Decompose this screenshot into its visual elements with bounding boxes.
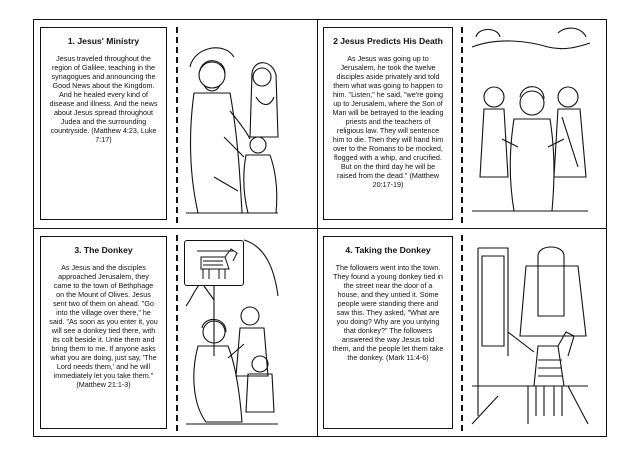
story-text-4: The followers went into the town. They found a young donkey tied in the street near the door of a house, and they untied it. Some people were standing there and saw this. They asked, "What are you doing? Why are you untying that donkey?" The followers answered the way Jesus told them, and the people let them take the donkey. (Mark 11:4-6) xyxy=(332,263,444,362)
story-text-3: As Jesus and the disciples approached Jerusalem, they came to the town of Bethphage on the Mount of Olives. Jesus sent two of them on ahead. "Go into the village over there," he said. "As soon as you enter it, you will see a donkey tied there, with its colt beside it. Untie them and bring them to me. If anyone asks what you are doing, just say, 'The Lord needs them,' and he will immediately let you take them." (Matthew 21:1-3) xyxy=(49,263,158,389)
vertical-cut-line xyxy=(317,20,318,436)
story-card-1 xyxy=(40,27,167,220)
jesus-healing-child-illustration xyxy=(184,27,280,217)
story-card-2 xyxy=(323,27,453,220)
donkey-bubble-icon xyxy=(185,241,243,285)
jesus-with-disciples-illustration xyxy=(468,27,592,217)
story-title-2: 2 Jesus Predicts His Death xyxy=(333,36,443,46)
story-text-2: As Jesus was going up to Jerusalem, he took the twelve disciples aside privately and told them what was going to happen to him. "Listen," he said, "we're going up to Jerusalem, where the Son of Man will be betrayed to the leading priests and the teachers of religious law. They will sentence him to die. Then they will hand him over to the Romans to be mocked, flogged with a whip, and crucified. But on the third day he will be raised from the dead." (Matthew 20:17-19) xyxy=(332,54,444,189)
story-card-3 xyxy=(40,236,167,429)
dashed-fold-line-bottom-right xyxy=(461,235,463,431)
donkey-thought-bubble xyxy=(184,240,244,286)
story-title-1: 1. Jesus' Ministry xyxy=(67,36,140,46)
story-title-3: 3. The Donkey xyxy=(74,245,133,255)
story-title-4: 4. Taking the Donkey xyxy=(345,245,431,255)
dashed-fold-line-top-left xyxy=(176,27,178,223)
dashed-fold-line-top-right xyxy=(461,27,463,223)
dashed-fold-line-bottom-left xyxy=(176,235,178,431)
story-card-4 xyxy=(323,236,453,429)
donkey-tied-in-street-illustration xyxy=(468,236,592,428)
story-text-1: Jesus traveled throughout the region of Galilee, teaching in the synagogues and announcing the Good News about the Kingdom. And he healed every kind of disease and illness. And the news about Jesus spread throughout Judea and the surrounding countryside. (Matthew 4:23, Luke 7:17) xyxy=(49,54,158,144)
horizontal-fold-line xyxy=(34,228,606,229)
